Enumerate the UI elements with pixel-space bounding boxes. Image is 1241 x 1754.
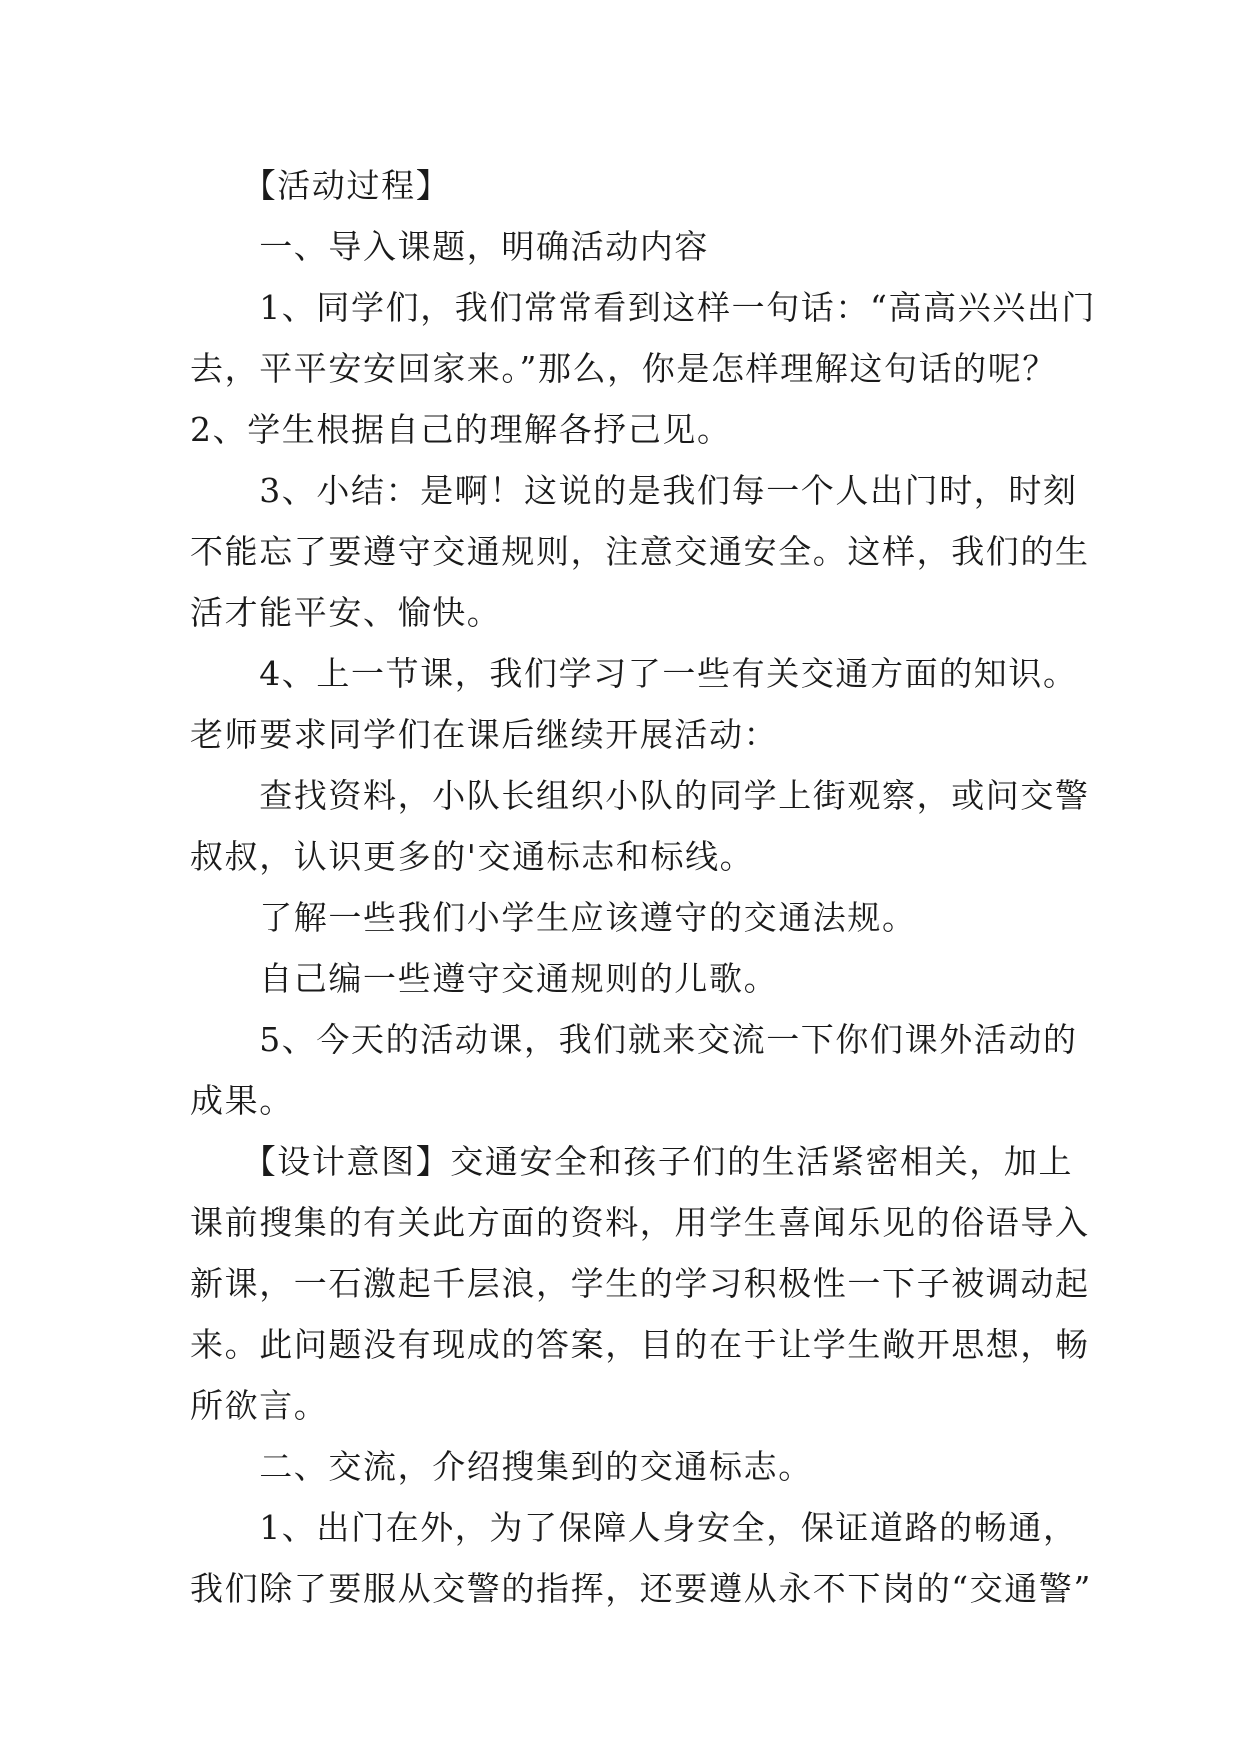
- text-line: 【设计意图】交通安全和孩子们的生活紧密相关，加上: [190, 1142, 1074, 1181]
- text-line: 不能忘了要遵守交通规则，注意交通安全。这样，我们的生: [190, 532, 1090, 571]
- text-line: 自己编一些遵守交通规则的儿歌。: [190, 959, 779, 998]
- text-line: 1、同学们，我们常常看到这样一句话：“高高兴兴出门: [190, 288, 1097, 327]
- text-line: 【活动过程】: [190, 166, 451, 205]
- text-line: 二、交流，介绍搜集到的交通标志。: [190, 1447, 813, 1486]
- text-line: 一、导入课题，明确活动内容: [190, 227, 709, 266]
- text-line: 3、小结：是啊！这说的是我们每一个人出门时，时刻: [190, 471, 1078, 510]
- text-line: 老师要求同学们在课后继续开展活动：: [190, 715, 779, 754]
- text-line: 所欲言。: [190, 1386, 329, 1425]
- text-line: 2、学生根据自己的理解各抒己见。: [190, 410, 732, 449]
- text-line: 5、今天的活动课，我们就来交流一下你们课外活动的: [190, 1020, 1078, 1059]
- text-line: 去，平平安安回家来。”那么，你是怎样理解这句话的呢？: [190, 349, 1057, 388]
- text-line: 来。此问题没有现成的答案，目的在于让学生敞开思想，畅: [190, 1325, 1090, 1364]
- text-line: 成果。: [190, 1081, 294, 1120]
- text-line: 活才能平安、愉快。: [190, 593, 502, 632]
- text-line: 课前搜集的有关此方面的资料，用学生喜闻乐见的俗语导入: [190, 1203, 1090, 1242]
- text-line: 我们除了要服从交警的指挥，还要遵从永不下岗的“交通警”: [190, 1569, 1092, 1608]
- text-line: 了解一些我们小学生应该遵守的交通法规。: [190, 898, 917, 937]
- text-line: 1、出门在外，为了保障人身安全，保证道路的畅通，: [190, 1508, 1078, 1547]
- text-line: 4、上一节课，我们学习了一些有关交通方面的知识。: [190, 654, 1078, 693]
- text-line: 叔叔，认识更多的'交通标志和标线。: [190, 837, 755, 876]
- text-line: 新课，一石激起千层浪，学生的学习积极性一下子被调动起: [190, 1264, 1090, 1303]
- text-line: 查找资料，小队长组织小队的同学上街观察，或问交警: [190, 776, 1090, 815]
